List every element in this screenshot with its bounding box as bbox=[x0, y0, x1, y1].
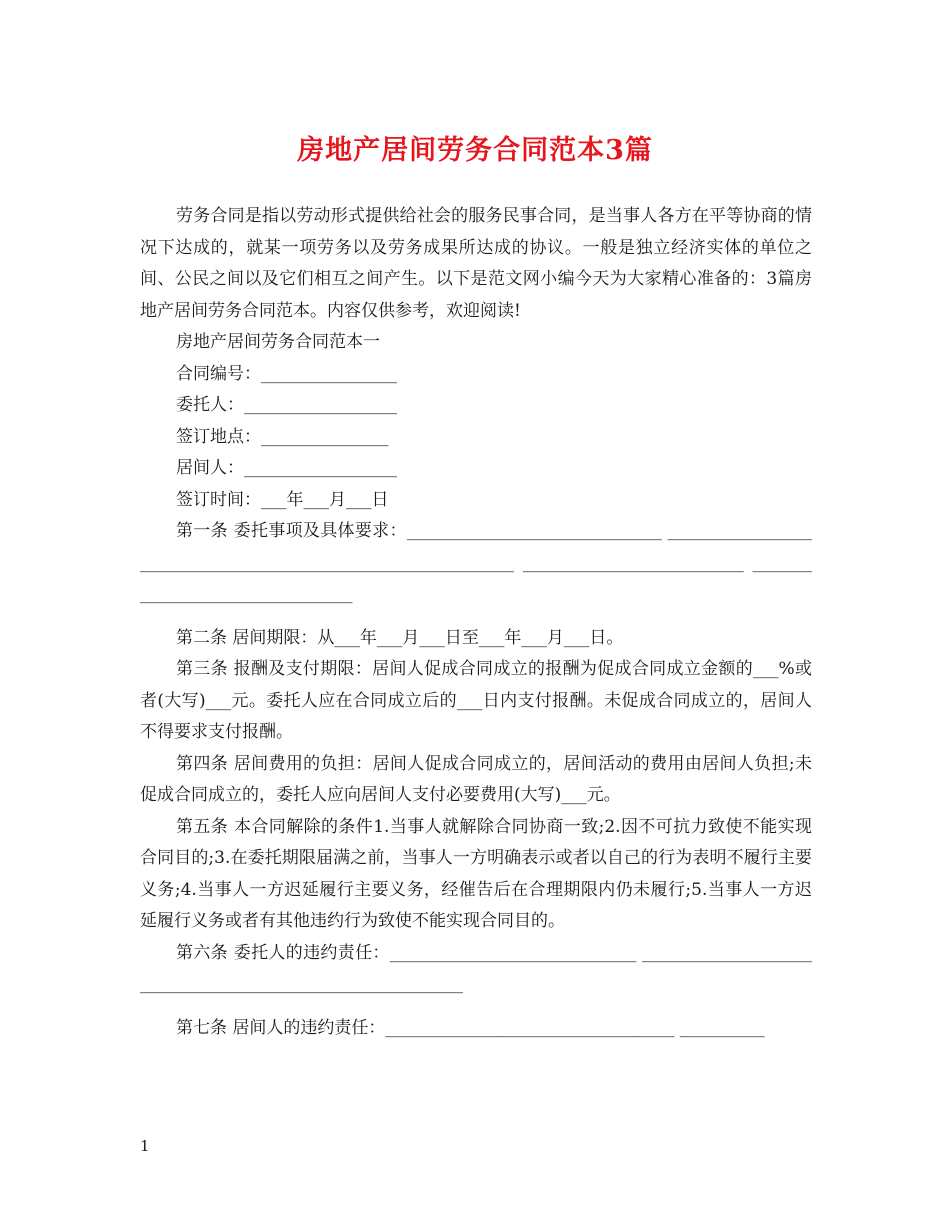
spacer bbox=[140, 1001, 812, 1013]
signing-date-field: 签订时间：___年___月___日 bbox=[176, 489, 389, 510]
article-6: 第六条 委托人的违约责任：_____________________________ __________________________________________________________ bbox=[140, 942, 812, 994]
contract-number-field: 合同编号：________________ bbox=[176, 363, 397, 384]
article-3: 第三条 报酬及支付期限：居间人促成合同成立的报酬为促成合同成立金额的___%或者(大写)___元。委托人应在合同成立后的___日内支付报酬。未促成合同成立的，居间人不得要求支付报酬。 bbox=[140, 659, 812, 742]
page-number: 1 bbox=[140, 1137, 150, 1155]
client-field: 委托人：__________________ bbox=[176, 395, 397, 415]
contract-heading: 房地产居间劳务合同范本一 bbox=[176, 332, 380, 352]
article-2: 第二条 居间期限：从___年___月___日至___年___月___日。 bbox=[176, 627, 624, 648]
intro-paragraph: 劳务合同是指以劳动形式提供给社会的服务民事合同，是当事人各方在平等协商的情况下达成的，就某一项劳务以及劳务成果所达成的协议。一般是独立经济实体的单位之间、公民之间以及它们相互之间产生。以下是范文网小编今天为大家精心准备的：3篇房地产居间劳务合同范本。内容仅供参考，欢迎阅读! bbox=[140, 206, 812, 321]
article-4: 第四条 居间费用的负担：居间人促成合同成立的，居间活动的费用由居间人负担;未促成合同成立的，委托人应向居间人支付必要费用(大写)___元。 bbox=[140, 753, 812, 805]
broker-field: 居间人：__________________ bbox=[176, 458, 397, 478]
signing-place-field: 签订地点：_______________ bbox=[176, 426, 389, 447]
article-7: 第七条 居间人的违约责任：__________________________________ __________ bbox=[176, 1017, 765, 1038]
article-1: 第一条 委托事项及具体要求：______________________________ _____________________________________________________________ __________________________ ________________________________ bbox=[140, 521, 812, 604]
spacer bbox=[140, 611, 812, 623]
document-title: 房地产居间劳务合同范本3篇 bbox=[297, 135, 653, 166]
article-5: 第五条 本合同解除的条件1.当事人就解除合同协商一致;2.因不可抗力致使不能实现合同目的;3.在委托期限届满之前，当事人一方明确表示或者以自己的行为表明不履行主要义务;4.当事人一方迟延履行主要义务，经催告后在合理期限内仍未履行;5.当事人一方迟延履行义务或者有其他违约行为致使不能实现合同目的。 bbox=[140, 816, 812, 931]
document-body bbox=[140, 201, 812, 1044]
